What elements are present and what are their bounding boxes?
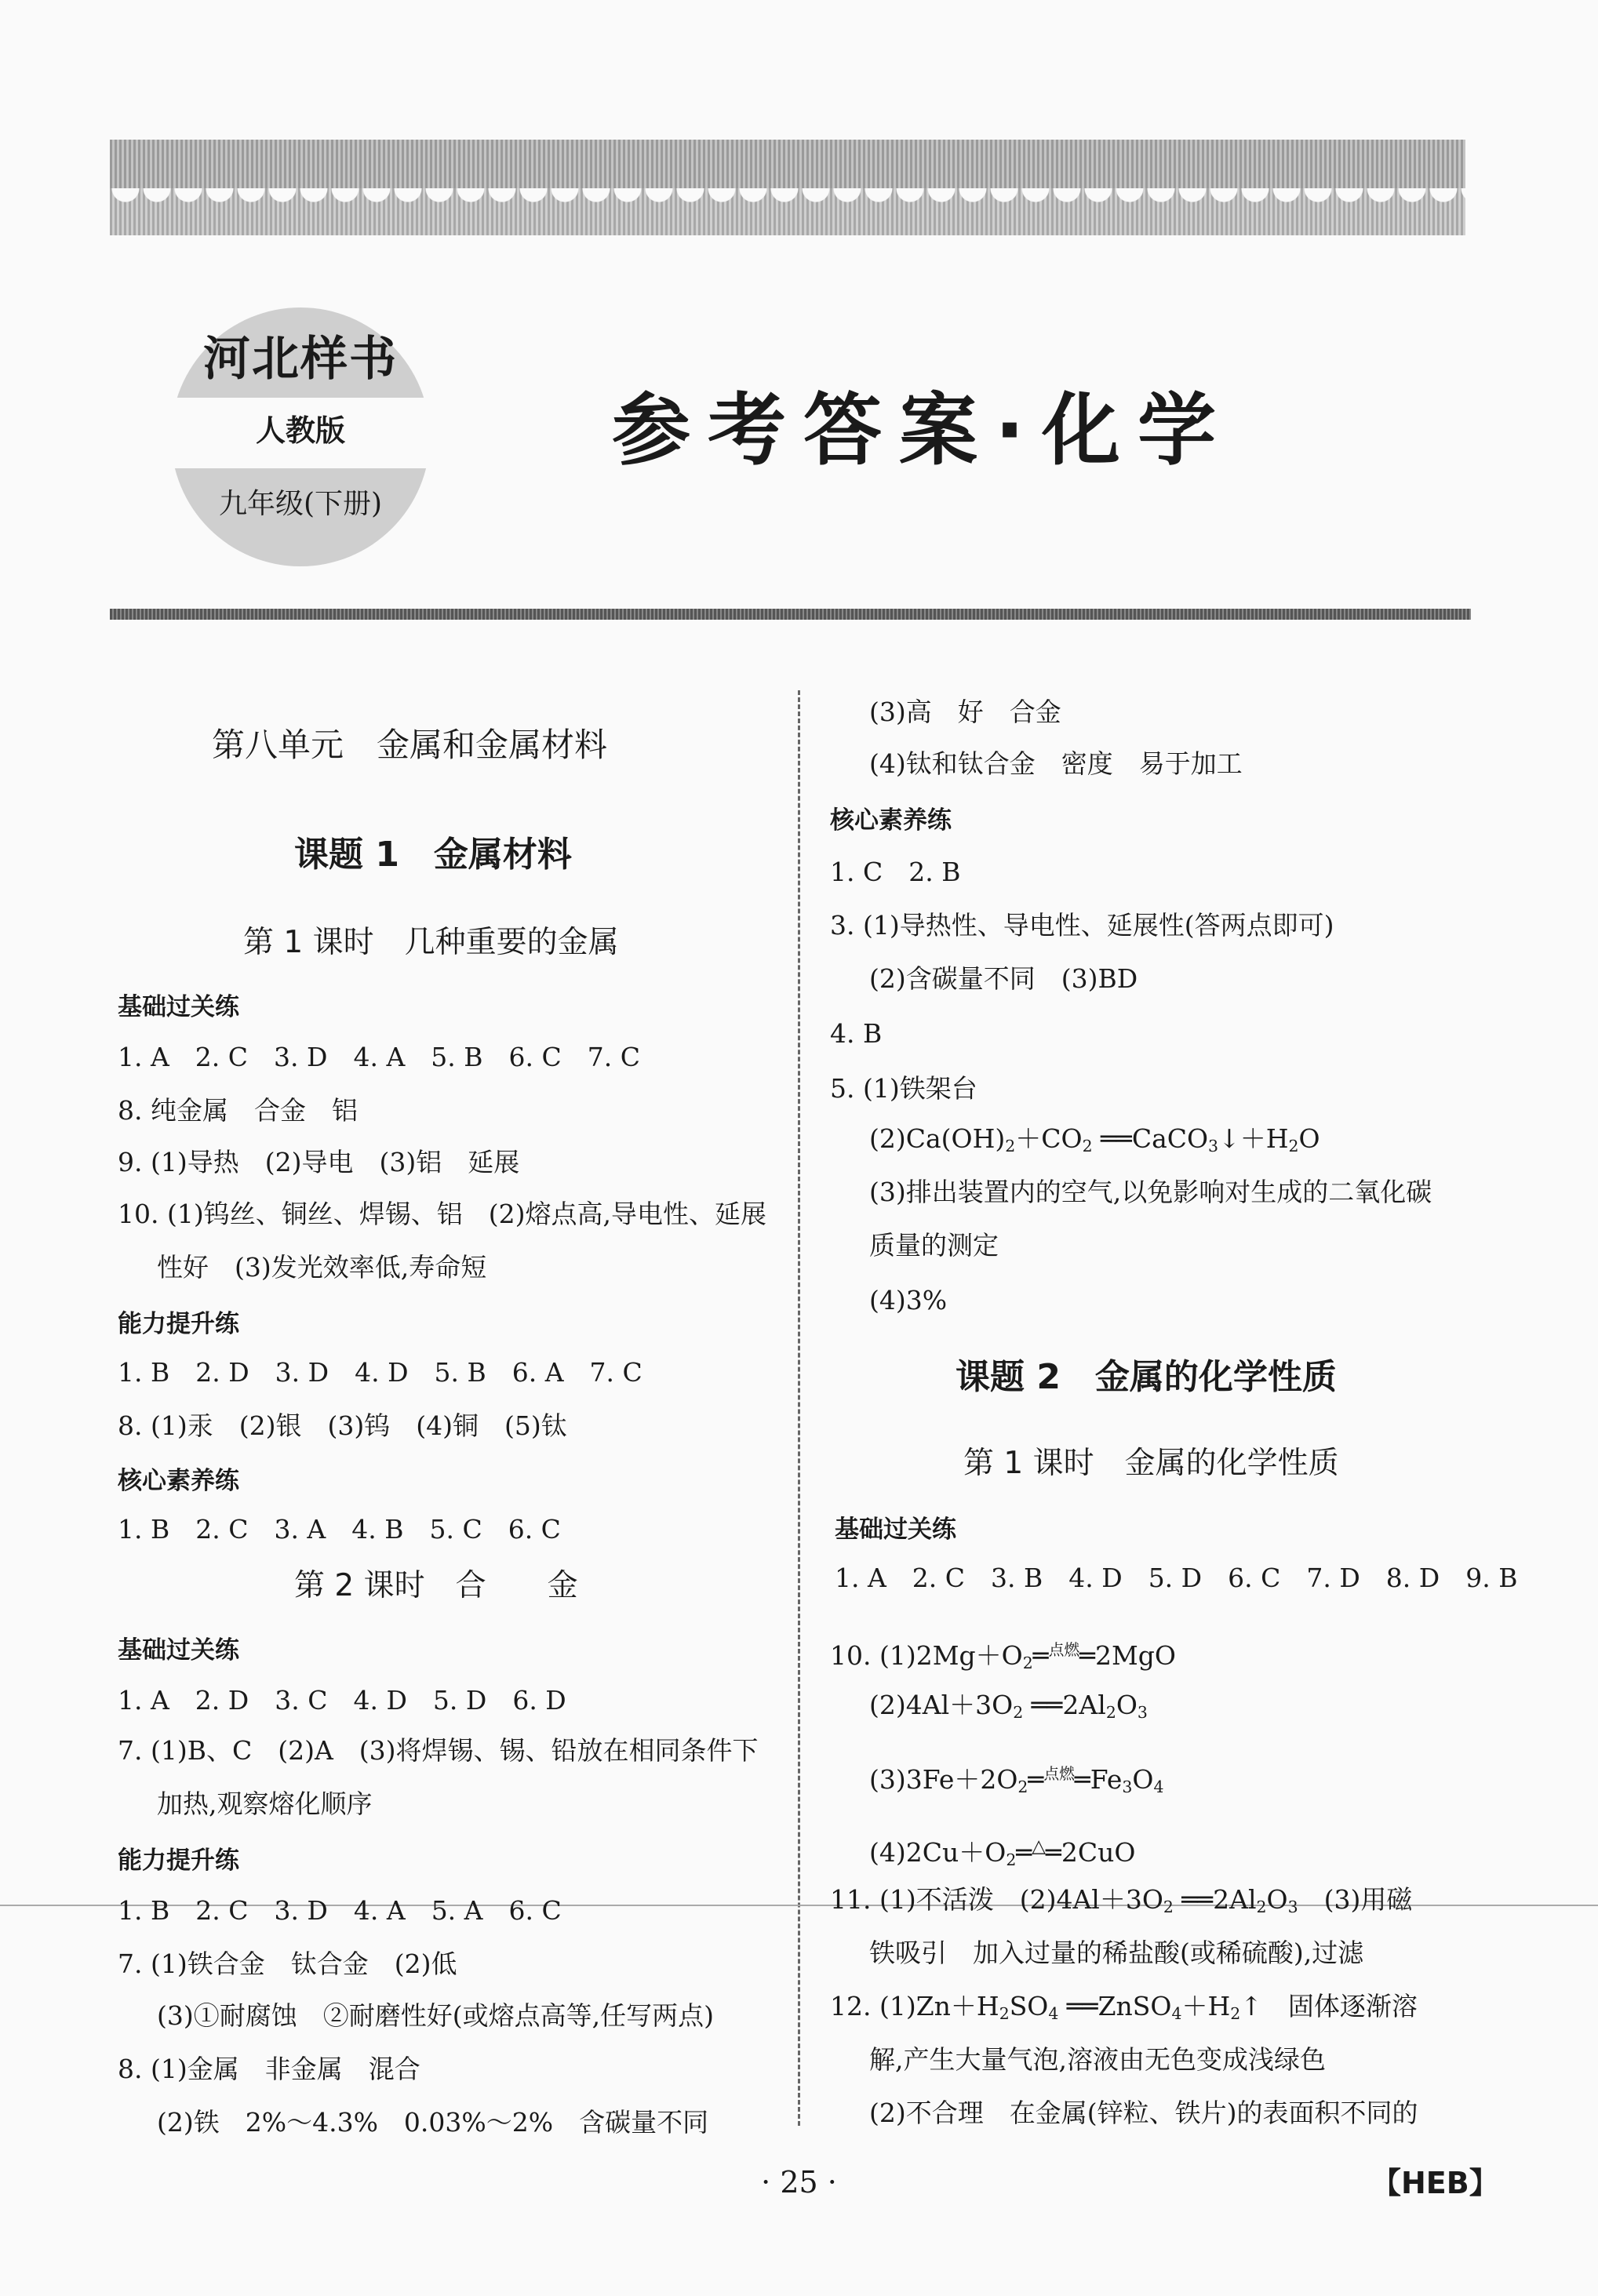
- answer-line: (3)①耐腐蚀 ②耐磨性好(或熔点高等,任写两点): [157, 2000, 714, 2031]
- answer-line: 1. B 2. D 3. D 4. D 5. B 6. A 7. C: [118, 1357, 642, 1388]
- banner-stripe: [110, 140, 1465, 195]
- header-banner: [110, 140, 1465, 240]
- section-heading: 基础过关练: [118, 993, 239, 1021]
- topic-title: 课题 2 金属的化学性质: [956, 1357, 1337, 1397]
- section-heading: 基础过关练: [118, 1636, 239, 1665]
- answer-line: (4)3%: [869, 1285, 948, 1315]
- lesson-title: 第 1 课时 金属的化学性质: [963, 1446, 1339, 1481]
- page-title: 参考答案·化学: [612, 384, 1233, 476]
- answer-line: (4)钛和钛合金 密度 易于加工: [869, 748, 1243, 779]
- section-heading: 核心素养练: [118, 1467, 239, 1495]
- sample-book-stamp: [171, 307, 430, 566]
- answer-line: (3)排出装置内的空气,以免影响对生成的二氧化碳: [869, 1177, 1432, 1207]
- book-code: 【HEB】: [1371, 2166, 1499, 2200]
- section-heading: 基础过关练: [835, 1516, 956, 1544]
- answer-line: 解,产生大量气泡,溶液由无色变成浅绿色: [869, 2044, 1326, 2075]
- answer-line: 1. C 2. B: [830, 857, 961, 887]
- answer-line: 8. (1)汞 (2)银 (3)钨 (4)铜 (5)钛: [118, 1410, 567, 1441]
- unit-title: 第八单元 金属和金属材料: [212, 726, 608, 764]
- equation-line: $(2)4Al+3O_2$ $══2Al_2O_3$: [869, 1690, 1148, 1723]
- banner-scallop-border: [110, 188, 1465, 235]
- column-divider: [798, 690, 800, 2126]
- equation-line: $(2)Ca(OH)_2+CO_2$ $══CaCO_3↓+H_2O$: [869, 1123, 1320, 1156]
- header-divider: [110, 609, 1471, 620]
- equation-line: 10. $(1)2Mg+O_2═^{点燃}═2MgO$: [830, 1640, 1176, 1673]
- equation-line: 11. (1)不活泼 $(2)4Al+3O_2$ $══2Al_2O_3$ (3)用磁: [830, 1884, 1413, 1917]
- answer-line: 铁吸引 加入过量的稀盐酸(或稀硫酸),过滤: [869, 1938, 1364, 1968]
- stamp-title: 河北样书: [203, 332, 398, 387]
- answer-line: (2)铁 2%～4.3% 0.03%～2% 含碳量不同: [157, 2107, 709, 2138]
- answer-line: (3)高 好 合金: [869, 697, 1061, 727]
- section-heading: 能力提升练: [118, 1847, 239, 1875]
- answer-line: 5. (1)铁架台: [830, 1073, 977, 1104]
- answer-line: 质量的测定: [869, 1230, 999, 1261]
- answer-line: (2)不合理 在金属(锌粒、铁片)的表面积不同的: [869, 2098, 1418, 2128]
- answer-line: 1. A 2. C 3. B 4. D 5. D 6. C 7. D 8. D 9. B: [835, 1563, 1518, 1593]
- answer-line: 4. B: [830, 1018, 883, 1049]
- answer-line: 1. B 2. C 3. A 4. B 5. C 6. C: [118, 1514, 561, 1545]
- answer-line: 10. (1)钨丝、铜丝、焊锡、铝 (2)熔点高,导电性、延展: [118, 1199, 766, 1229]
- answer-line: 7. (1)B、C (2)A (3)将焊锡、锡、铅放在相同条件下: [118, 1735, 759, 1766]
- stamp-edition: 人教版: [255, 413, 345, 448]
- answer-line: (2)含碳量不同 (3)BD: [869, 963, 1138, 994]
- section-heading: 能力提升练: [118, 1310, 239, 1338]
- answer-line: 8. (1)金属 非金属 混合: [118, 2054, 420, 2084]
- stamp-grade: 九年级(下册): [218, 488, 383, 520]
- answer-line: 性好 (3)发光效率低,寿命短: [157, 1252, 487, 1283]
- equation-line: $(4)2Cu+O_2═^\triangle═2CuO$: [869, 1836, 1136, 1870]
- answer-line: 7. (1)铁合金 钛合金 (2)低: [118, 1949, 457, 1979]
- answer-line: 1. B 2. C 3. D 4. A 5. A 6. C: [118, 1895, 562, 1926]
- answer-line: 1. A 2. D 3. C 4. D 5. D 6. D: [118, 1685, 566, 1716]
- answer-line: 3. (1)导热性、导电性、延展性(答两点即可): [830, 910, 1334, 941]
- answer-line: 加热,观察熔化顺序: [157, 1788, 373, 1819]
- answer-line: 1. A 2. C 3. D 4. A 5. B 6. C 7. C: [118, 1042, 640, 1072]
- equation-line: 12. $(1)Zn+H_2SO_4$ $══ZnSO_4+H_2↑$ 固体逐渐溶: [830, 1991, 1418, 2024]
- lesson-title: 第 1 课时 几种重要的金属: [243, 925, 619, 960]
- answer-line: 9. (1)导热 (2)导电 (3)铝 延展: [118, 1147, 520, 1177]
- lesson-title: 第 2 课时 合 金: [294, 1568, 578, 1603]
- section-heading: 核心素养练: [830, 806, 952, 835]
- answer-line: 8. 纯金属 合金 铝: [118, 1095, 358, 1126]
- page-number: · 25 ·: [761, 2165, 837, 2200]
- topic-title: 课题 1 金属材料: [294, 835, 572, 875]
- equation-line: $(3)3Fe+2O_2═^{点燃}═Fe_3O_4$: [869, 1764, 1164, 1797]
